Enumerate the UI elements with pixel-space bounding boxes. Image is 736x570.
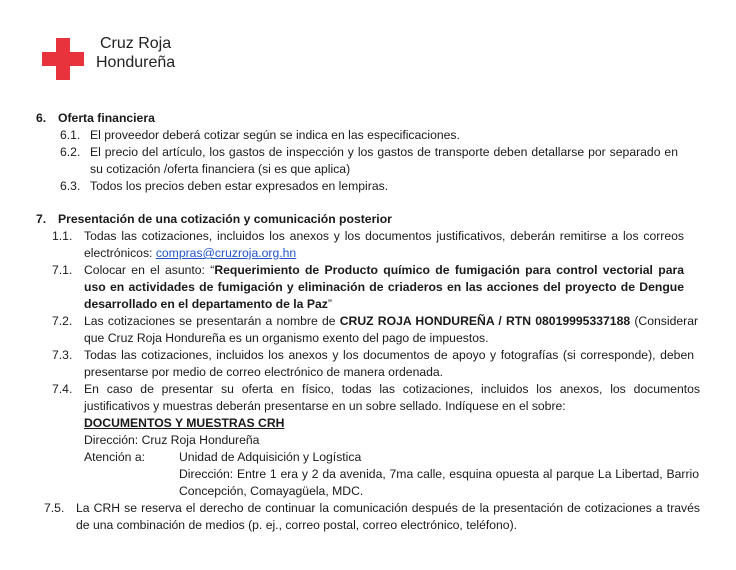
item-text: La CRH se reserva el derecho de continuar la comunicación después de la presentación de cotizaciones a través de una combinación de medios (p. ej., correo postal, correo electrónico, teléfono). — [76, 501, 700, 532]
item-text: El proveedor deberá cotizar según se indica en las especificaciones. — [90, 128, 460, 142]
addressee-prefix: Las cotizaciones se presentarán a nombre de — [84, 314, 336, 328]
purchase-email-link[interactable]: compras@cruzroja.org.hn — [155, 246, 297, 260]
item-number: 7.5. — [44, 501, 65, 515]
item-text — [84, 262, 684, 313]
attention-label: Atención a: — [84, 450, 145, 464]
addressee-rtn: CRUZ ROJA HONDUREÑA / RTN 08019995337188 — [339, 314, 631, 328]
item-text: Todas las cotizaciones, incluidos los anexos y los documentos de apoyo y fotografías (si corresponde), deben presentarse por medio de correo electrónico de manera ordenada. — [84, 348, 694, 379]
section-7-title: Presentación de una cotización y comunicación posterior — [58, 212, 392, 226]
item-text: Todos los precios deben estar expresados en lempiras. — [90, 179, 389, 193]
item-7-1 — [0, 262, 684, 313]
item-7-3 — [0, 347, 694, 381]
section-7 — [0, 211, 736, 534]
brand-line-2: Hondureña — [96, 54, 176, 71]
item-7-5 — [0, 500, 700, 534]
item-text: El precio del artículo, los gastos de inspección y los gastos de transporte deben detallarse por separado en su cotización /oferta financiera (si es que aplica) — [90, 145, 678, 176]
item-number: 7.4. — [52, 382, 73, 396]
item-text — [84, 228, 684, 262]
item-number: 7.3. — [52, 348, 73, 362]
subject-suffix: ” — [327, 297, 332, 311]
attention-value: Unidad de Adquisición y Logística — [179, 450, 362, 464]
subject-prefix: Colocar en el asunto: “ — [84, 263, 215, 277]
section-6-title: Oferta financiera — [58, 111, 155, 125]
red-cross-logo-icon — [42, 38, 84, 80]
item-number: 7.2. — [52, 314, 73, 328]
item-6-3 — [0, 178, 680, 195]
item-number: 6.3. — [60, 179, 81, 193]
item-text: En caso de presentar su oferta en físico, todas las cotizaciones, incluidos los anexos, los documentos justificativos y muestras deberán presentarse en un sobre sellado. Indíquese en el sobre: — [84, 382, 700, 413]
item-number: 6.1. — [60, 128, 81, 142]
item-1-1 — [0, 228, 684, 262]
document-body — [0, 110, 736, 534]
brand-name — [96, 34, 175, 72]
item-6-2 — [0, 144, 678, 178]
brand-line-1: Cruz Roja — [100, 35, 172, 52]
item-text-main: Todas las cotizaciones, incluidos los anexos y los documentos justificativos, deberán remitirse a los correos electrónicos: — [84, 229, 684, 260]
addressee-suffix: (Considerar que Cruz Roja Hondureña es un organismo exento del pago de impuestos. — [84, 314, 699, 345]
envelope-address: Dirección: Cruz Roja Hondureña — [84, 433, 260, 447]
section-7-heading — [0, 211, 736, 228]
item-text — [84, 313, 698, 347]
envelope-heading: DOCUMENTOS Y MUESTRAS CRH — [84, 416, 285, 430]
item-7-4 — [0, 381, 700, 500]
item-7-2 — [0, 313, 698, 347]
section-6 — [0, 110, 736, 195]
section-6-heading — [0, 110, 736, 127]
item-number: 7.1. — [52, 263, 73, 277]
envelope-address-detail: Dirección: Entre 1 era y 2 da avenida, 7ma calle, esquina opuesta al parque La Libertad, Barrio Concepción, Comayagüela, MDC. — [179, 467, 699, 498]
section-7-number: 7. — [36, 212, 47, 226]
subject-text: Requerimiento de Producto químico de fumigación para control vectorial para uso en actividades de fumigación y eliminación de criaderos en las acciones del proyecto de Dengue desarrollado en el departamento de la Paz — [84, 263, 684, 311]
envelope-attention — [84, 449, 700, 500]
item-number: 1.1. — [52, 229, 73, 243]
item-6-1 — [0, 127, 680, 144]
item-number: 6.2. — [60, 145, 81, 159]
section-6-number: 6. — [36, 111, 47, 125]
